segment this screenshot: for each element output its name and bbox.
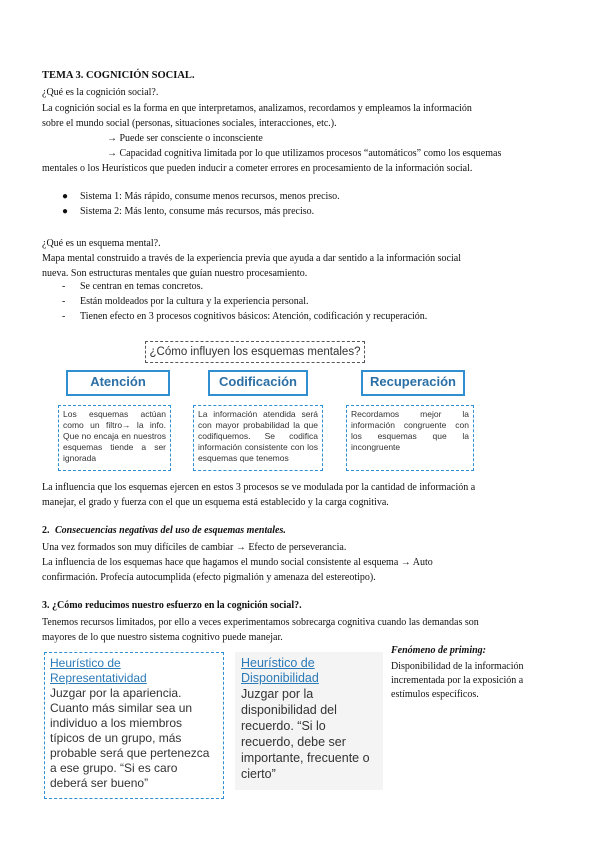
section-2-number: 2. [42, 525, 50, 536]
diagram-title: ¿Cómo influyen los esquemas mentales? [145, 341, 365, 363]
card-codificacion-title: Codificación [208, 370, 308, 396]
bullet-dot-icon: ● [62, 206, 69, 217]
paragraph-line: La cognición social es la forma en que interpretamos, analizamos, recordamos y empleamos la información [42, 103, 472, 114]
paragraph-line: La influencia que los esquemas ejercen en estos 3 procesos se ve modulada por la cantidad de información a [42, 482, 476, 493]
paragraph-line: sobre el mundo social (personas, situaciones sociales, interacciones, etc.). [42, 118, 337, 129]
dash-icon: - [62, 296, 66, 307]
paragraph-line: Tenemos recursos limitados, por ello a veces experimentamos sobrecarga cognitiva cuando las demandas son [42, 617, 479, 628]
heuristic-disponibilidad-title: Heurístico de Disponibilidad [241, 656, 319, 685]
bullet-dot-icon: ● [62, 191, 69, 202]
card-recuperacion-title: Recuperación [361, 370, 465, 396]
paragraph-line: nueva. Son estructuras mentales que guían nuestro procesamiento. [42, 268, 308, 279]
heuristic-disponibilidad-text: Juzgar por la disponibilidad del recuerdo. “Si lo recuerdo, debe ser importante, frecuente o cierto” [241, 687, 370, 781]
card-atencion-title: Atención [66, 370, 170, 396]
priming-text: Disponibilidad de la información incrementada por la exposición a estímulos específicos. [391, 661, 524, 700]
schema-point: Se centran en temas concretos. [80, 281, 204, 292]
heuristic-representatividad [44, 652, 224, 799]
paragraph-line: mentales o los Heurísticos que pueden inducir a cometer errores en procesamiento de la información social. [42, 163, 473, 174]
arrow-note: → Puede ser consciente o inconsciente [107, 133, 263, 144]
question-esquema: ¿Qué es un esquema mental?. [42, 238, 161, 249]
system-2: Sistema 2: Más lento, consume más recursos, más preciso. [80, 206, 315, 217]
paragraph-line: Mapa mental construido a través de la experiencia previa que ayuda a dar sentido a la información social [42, 253, 461, 264]
heuristic-disponibilidad [235, 652, 383, 790]
section-2-title: Consecuencias negativas del uso de esquemas mentales. [55, 525, 286, 536]
dash-icon: - [62, 311, 66, 322]
schema-point: Tienen efecto en 3 procesos cognitivos básicos: Atención, codificación y recuperación. [80, 311, 428, 322]
paragraph-line: mayores de lo que nuestro sistema cognitivo puede manejar. [42, 632, 283, 643]
arrow-note: → Capacidad cognitiva limitada por lo que utilizamos procesos “automáticos” como los esquemas [107, 148, 502, 159]
section-3-title: 3. ¿Cómo reducimos nuestro esfuerzo en la cognición social?. [42, 600, 302, 611]
dash-icon: - [62, 281, 66, 292]
schema-point: Están moldeados por la cultura y la experiencia personal. [80, 296, 309, 307]
heuristic-representatividad-title: Heurístico de Representatividad [50, 656, 147, 685]
page-title: TEMA 3. COGNICIÓN SOCIAL. [42, 70, 195, 81]
heuristic-representatividad-text: Juzgar por la apariencia. Cuanto más similar sea un individuo a los miembros típicos de un grupo, más probable será que pertenezca a ese grupo. “Si es caro deberá ser bueno” [50, 686, 210, 790]
card-recuperacion-text: Recordamos mejor la información congruente con los esquemas que la incongruente [346, 405, 474, 471]
system-1: Sistema 1: Más rápido, consume menos recursos, menos preciso. [80, 191, 340, 202]
priming-title: Fenómeno de priming: [391, 645, 487, 656]
paragraph-line: confirmación. Profecía autocumplida (efecto pigmalión y amenaza del estereotipo). [42, 572, 376, 583]
paragraph-line: manejar, el grado y fuerza con el que un esquema está establecido y la carga cognitiva. [42, 497, 389, 508]
paragraph-line: Una vez formados son muy difíciles de cambiar → Efecto de perseverancia. [42, 542, 347, 553]
card-atencion-text: Los esquemas actúan como un filtro→ la info. Que no encaja en nuestros esquemas tiende a ser ignorada [58, 405, 171, 471]
paragraph-line: La influencia de los esquemas hace que hagamos el mundo social consistente al esquema → Auto [42, 557, 433, 568]
card-codificacion-text: La información atendida será con mayor probabilidad la que codifiquemos. Se codifica información consistente con los esquemas que tenemos [193, 405, 323, 471]
question-cognicion: ¿Qué es la cognición social?. [42, 87, 159, 98]
